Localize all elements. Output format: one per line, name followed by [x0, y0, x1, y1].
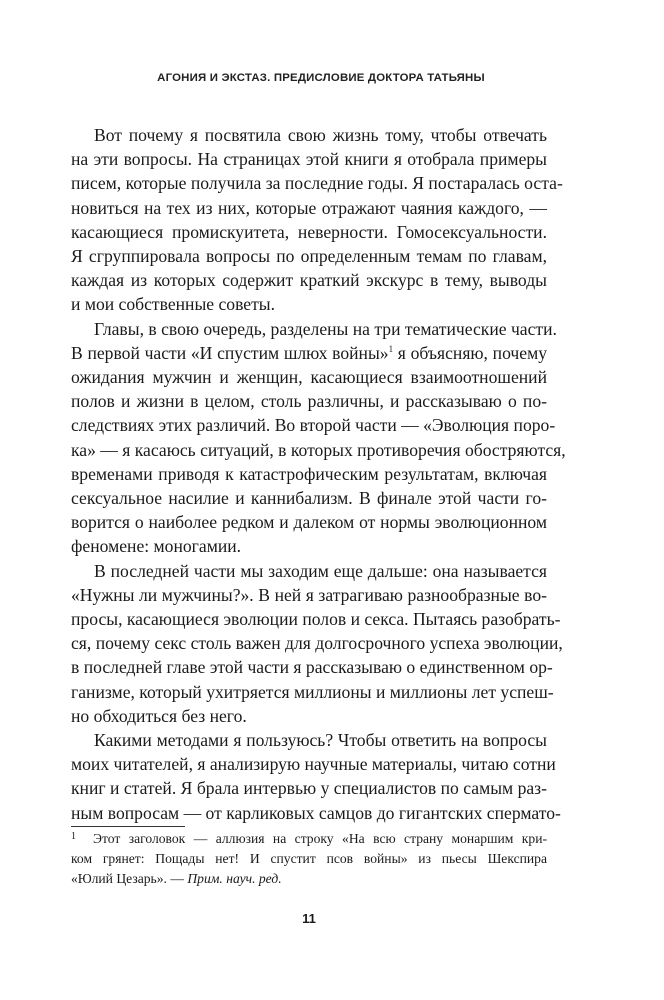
text-line: книг и статей. Я брала интервью у специалистов по самым раз- — [71, 778, 547, 799]
text-line: на эти вопросы. На страницах этой книги я отобрала примеры — [71, 149, 547, 170]
text-line: но обходиться без него. — [71, 705, 247, 726]
text-line: полов и жизни в целом, столь различны, и рассказываю о по- — [71, 391, 547, 412]
text-line: В последней части мы заходим еще дальше: она называется — [94, 560, 547, 581]
text-line: временами приводя к катастрофическим результатам, включая — [71, 463, 547, 484]
text-line: Я сгруппировала вопросы по определенным темам по главам, — [71, 246, 547, 267]
text-line: ганизме, который ухитряется миллионы и миллионы лет успеш- — [71, 681, 554, 702]
paragraph-1 — [71, 123, 563, 317]
footnote-text: «Юлий Цезарь». — — [71, 871, 188, 886]
paragraph-3 — [71, 559, 563, 728]
footnote-reference[interactable]: 1 — [388, 343, 394, 354]
text-line: в последней главе этой части я рассказываю о единственном ор- — [71, 657, 553, 678]
text-line-with-footnote — [71, 341, 547, 365]
page-number: 11 — [302, 911, 316, 926]
footnote-line: ком грянет: Пощады нет! И спустит псов войны» из пьесы Шекспира — [71, 851, 547, 866]
text-line: ожидания мужчин и женщин, касающиеся взаимоотношений — [71, 367, 547, 388]
text-line: ворится о наиболее редком и далеком от нормы эволюционном — [71, 512, 547, 533]
text-line: моих читателей, я анализирую научные материалы, читаю сотни — [71, 754, 556, 775]
text-fragment: я объясняю, почему — [393, 342, 548, 363]
text-line: сексуальное насилие и каннибализм. В финале этой части го- — [71, 488, 547, 509]
running-head: АГОНИЯ И ЭКСТАЗ. ПРЕДИСЛОВИЕ ДОКТОРА ТАТЬЯНЫ — [157, 72, 485, 84]
text-line: «Нужны ли мужчины?». В ней я затрагиваю разнообразные во- — [71, 584, 547, 605]
footnote — [71, 829, 547, 889]
text-line: касающиеся промискуитета, неверности. Гомосексуальности. — [71, 221, 547, 242]
text-line: каждая из которых содержит краткий экскурс в тему, выводы — [71, 270, 547, 291]
text-line: Какими методами я пользуюсь? Чтобы ответить на вопросы — [94, 730, 547, 751]
footnote-divider — [71, 826, 185, 827]
text-fragment: В первой части «И спустим шлюх войны» — [71, 342, 389, 363]
footnote-line — [71, 829, 547, 849]
body-text — [71, 123, 566, 825]
text-line: ся, почему секс столь важен для долгосрочного успеха эволюции, — [71, 633, 563, 654]
footnote-line — [71, 869, 547, 889]
text-line: феномене: моногамии. — [71, 536, 242, 557]
text-line: Главы, в свою очередь, разделены на три тематические части. — [94, 318, 557, 339]
paragraph-2 — [71, 317, 566, 559]
footnote-number: 1 — [71, 831, 76, 842]
text-line: новиться на тех из них, которые отражают чаяния каждого, — — [71, 197, 547, 218]
text-line: писем, которые получила за последние годы. Я постаралась оста- — [71, 173, 563, 194]
text-line: и мои собственные советы. — [71, 294, 276, 315]
text-line: ным вопросам — от карликовых самцов до гигантских спермато- — [71, 802, 561, 823]
paragraph-4 — [71, 728, 561, 825]
text-line: следствиях этих различий. Во второй части — «Эволюция поро- — [71, 415, 556, 436]
text-line: просы, касающиеся эволюции полов и секса. Пытаясь разобрать- — [71, 609, 561, 630]
text-line: Вот почему я посвятила свою жизнь тому, чтобы отвечать — [94, 125, 547, 145]
editor-note: Прим. науч. ред. — [187, 871, 282, 886]
footnote-text: Этот заголовок — аллюзия на строку «На всю страну монаршим кри- — [93, 831, 547, 846]
text-line: ка» — я касаюсь ситуаций, в которых противоречия обостряются, — [71, 439, 566, 460]
